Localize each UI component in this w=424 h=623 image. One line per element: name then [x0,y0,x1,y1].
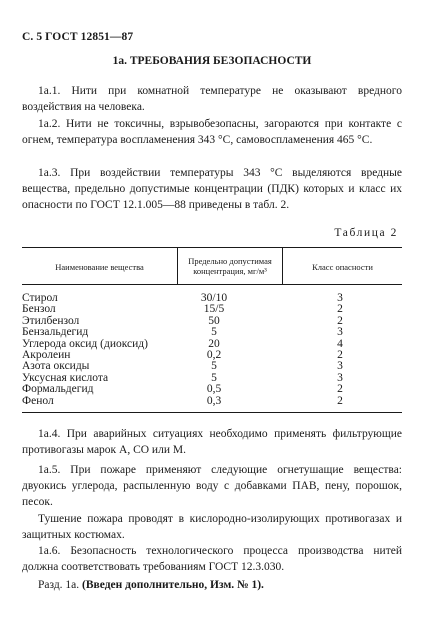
cell-hazard-class: 2 [337,303,343,316]
cell-substance: Бензол [22,303,56,316]
table-body [22,293,402,407]
column-header-hazard-class: Класс опасности [312,262,373,272]
cell-pdk: 5 [211,371,217,384]
cell-pdk: 20 [208,337,220,350]
table-row [22,396,402,407]
paragraph-fire-fighting: Тушение пожара проводят в кислородно-изолирующих противогазах и защитных костюмах. [22,513,402,541]
cell-hazard-class: 2 [337,394,343,407]
table-header-rule [22,284,402,285]
paragraph-1a1: 1а.1. Нити при комнатной температуре не оказывают вредного воздействия на человека. [22,85,402,113]
cell-hazard-class: 2 [337,348,343,361]
column-header-pdk-line2: концентрация, мг/м³ [193,266,267,276]
cell-pdk: 0,5 [206,383,222,396]
paragraph-1a2: 1а.2. Нити не токсичны, взрывобезопасны, загораются при контакте с огнем, температура воспламенения 343 °С, самовоспламенения 465 °С. [22,118,402,146]
cell-substance: Стирол [22,292,58,304]
cell-pdk: 5 [211,360,217,373]
column-header-pdk [178,256,282,276]
cell-substance: Формальдегид [22,383,94,396]
section-note-amendment: (Введен дополнительно, Изм. № 1). [82,579,264,591]
table-bottom-rule [22,412,402,413]
cell-hazard-class: 3 [337,360,343,373]
cell-hazard-class: 3 [337,292,343,304]
section-note-prefix: Разд. 1а. [38,579,80,591]
cell-substance: Азота оксиды [22,360,90,373]
cell-substance: Этилбензол [22,314,80,327]
paragraph-1a5: 1а.5. При пожаре применяют следующие огнетушащие вещества: двуокись углерода, распыленную воду с добавками ПАВ, пену, порошок, песок. [22,464,402,508]
section-note [22,577,402,593]
table-caption: Таблица 2 [334,227,398,239]
cell-substance: Фенол [22,394,54,407]
page-header: С. 5 ГОСТ 12851—87 [22,31,134,43]
table-top-rule [22,247,402,248]
column-header-pdk-line1: Предельно допустимая [188,256,272,266]
cell-substance: Уксусная кислота [22,371,109,384]
section-title: 1а. ТРЕБОВАНИЯ БЕЗОПАСНОСТИ [112,55,312,67]
column-header-substance: Наименование вещества [55,262,144,272]
table-row [22,327,402,338]
cell-pdk: 50 [208,314,220,327]
cell-hazard-class: 2 [337,383,343,396]
cell-substance: Акролеин [22,348,71,361]
paragraph-1a6: 1а.6. Безопасность технологического процесса производства нитей должна соответствовать требованиям ГОСТ 12.3.030. [22,545,402,573]
paragraph-1a3: 1а.3. При воздействии температуры 343 °С выделяются вредные вещества, предельно допустимые концентрации (ПДК) которых и класс их опасности по ГОСТ 12.1.005—88 приведены в табл. 2. [22,167,402,211]
cell-pdk: 5 [211,326,217,339]
cell-substance: Бензальдегид [22,326,89,339]
cell-pdk: 0,2 [206,348,222,361]
cell-hazard-class: 3 [337,371,343,384]
cell-substance: Углерода оксид (диоксид) [22,337,148,350]
cell-pdk: 0,3 [206,394,222,407]
cell-hazard-class: 2 [337,314,343,327]
paragraph-1a4: 1а.4. При аварийных ситуациях необходимо применять фильтрующие противогазы марок А, СО или М. [22,428,402,456]
cell-hazard-class: 3 [337,326,343,339]
cell-pdk: 15/5 [203,303,225,316]
cell-hazard-class: 4 [337,337,343,350]
table-row [22,384,402,395]
cell-pdk: 30/10 [200,292,228,304]
